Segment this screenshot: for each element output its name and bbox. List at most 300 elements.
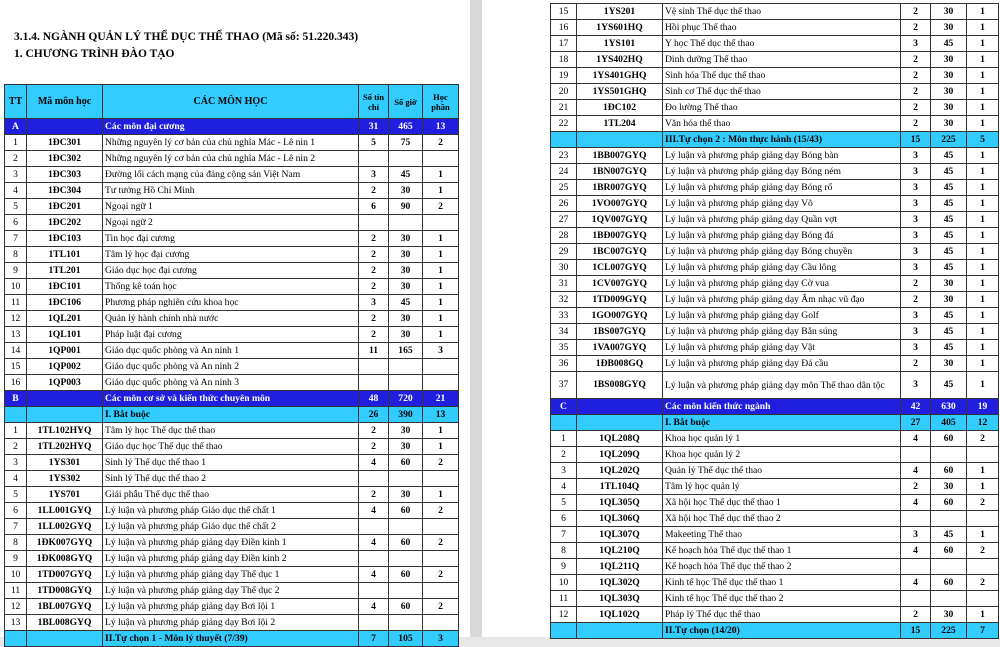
cell-hours: 60 xyxy=(389,503,423,519)
cell-semester: 1 xyxy=(967,356,999,372)
cell-semester: 3 xyxy=(423,343,459,359)
cell-credits xyxy=(359,151,389,167)
cell-credits: 2 xyxy=(359,231,389,247)
cell-credits: 3 xyxy=(901,372,931,399)
cell-hours: 45 xyxy=(931,340,967,356)
cell-course-name: Lý luận và phương pháp giảng dạy Điền kinh 1 xyxy=(103,535,359,551)
cell-tt: 16 xyxy=(5,375,27,391)
cell-course-name: Giáo dục học Thể dục thể thao xyxy=(103,439,359,455)
table-row xyxy=(5,567,459,583)
cell-semester: 1 xyxy=(967,324,999,340)
cell-course-name: Tâm lý học đại cương xyxy=(103,247,359,263)
cell-tt: 12 xyxy=(551,607,577,623)
cell-code: 1QL101 xyxy=(27,327,103,343)
cell-tt: 8 xyxy=(5,535,27,551)
subsection-title: 1. CHƯƠNG TRÌNH ĐÀO TẠO xyxy=(14,48,175,60)
cell-code: 1TL104Q xyxy=(577,479,663,495)
cell-semester xyxy=(423,551,459,567)
cell-credits xyxy=(359,583,389,599)
cell-code: 1BS008GYQ xyxy=(577,372,663,399)
cell-credits: 26 xyxy=(359,407,389,423)
cell-tt xyxy=(551,132,577,148)
cell-course-name: Phương pháp nghiên cứu khoa học xyxy=(103,295,359,311)
cell-hours xyxy=(389,471,423,487)
cell-code: 1BR007GYQ xyxy=(577,180,663,196)
cell-course-name: Giải phẫu Thể dục thể thao xyxy=(103,487,359,503)
cell-course-name: Lý luận và phương pháp giảng dạy Âm nhạc vũ đạo xyxy=(663,292,901,308)
cell-tt: 13 xyxy=(5,615,27,631)
cell-course-name: Kinh tế học Thể dục thể thao 2 xyxy=(663,591,901,607)
cell-course-name: Lý luận và phương pháp giảng dạy Bóng rổ xyxy=(663,180,901,196)
cell-hours: 30 xyxy=(931,356,967,372)
cell-credits: 48 xyxy=(359,391,389,407)
curriculum-table-right xyxy=(550,3,999,639)
cell-semester: 1 xyxy=(967,260,999,276)
cell-tt: 9 xyxy=(551,559,577,575)
table-row xyxy=(551,84,999,100)
cell-semester xyxy=(423,583,459,599)
cell-code: 1QP002 xyxy=(27,359,103,375)
cell-code: 1CV007GYQ xyxy=(577,276,663,292)
cell-course-name: II.Tự chọn (14/20) xyxy=(663,623,901,639)
cell-semester: 1 xyxy=(967,4,999,20)
table-row xyxy=(5,135,459,151)
table-row xyxy=(551,180,999,196)
table-row xyxy=(5,279,459,295)
cell-tt: C xyxy=(551,399,577,415)
cell-semester: 19 xyxy=(967,399,999,415)
table-row xyxy=(551,228,999,244)
cell-tt: 11 xyxy=(551,591,577,607)
cell-semester: 1 xyxy=(967,244,999,260)
cell-code: 1GO007GYQ xyxy=(577,308,663,324)
cell-semester xyxy=(423,375,459,391)
cell-semester: 1 xyxy=(967,308,999,324)
cell-code: 1ĐC303 xyxy=(27,167,103,183)
cell-hours: 45 xyxy=(931,308,967,324)
table-row xyxy=(5,247,459,263)
cell-tt xyxy=(551,623,577,639)
cell-code: 1TL204 xyxy=(577,116,663,132)
table-row xyxy=(551,495,999,511)
cell-code xyxy=(577,399,663,415)
cell-tt: 8 xyxy=(551,543,577,559)
cell-tt: 21 xyxy=(551,100,577,116)
cell-credits: 2 xyxy=(901,84,931,100)
cell-semester: 1 xyxy=(423,279,459,295)
cell-hours: 30 xyxy=(931,479,967,495)
table-row xyxy=(551,372,999,399)
cell-hours: 45 xyxy=(931,244,967,260)
cell-hours: 465 xyxy=(389,119,423,135)
cell-hours: 60 xyxy=(389,535,423,551)
cell-hours: 225 xyxy=(931,623,967,639)
cell-course-name: Giáo dục học đại cương xyxy=(103,263,359,279)
cell-code: 1TD009GYQ xyxy=(577,292,663,308)
page-gutter xyxy=(470,0,482,637)
cell-credits: 3 xyxy=(359,295,389,311)
cell-semester: 1 xyxy=(423,167,459,183)
cell-hours: 60 xyxy=(389,455,423,471)
cell-semester: 2 xyxy=(423,135,459,151)
cell-course-name: Những nguyên lý cơ bản của chủ nghĩa Mác - Lê nin 2 xyxy=(103,151,359,167)
cell-semester: 1 xyxy=(967,84,999,100)
table-row xyxy=(551,260,999,276)
cell-tt: 22 xyxy=(551,116,577,132)
cell-semester: 1 xyxy=(967,68,999,84)
cell-credits xyxy=(359,471,389,487)
cell-tt: 24 xyxy=(551,164,577,180)
cell-credits: 3 xyxy=(901,308,931,324)
cell-semester: 1 xyxy=(967,20,999,36)
table-row xyxy=(5,231,459,247)
cell-code: 1ĐC202 xyxy=(27,215,103,231)
subsection-row xyxy=(551,132,999,148)
cell-hours: 45 xyxy=(931,180,967,196)
cell-code: 1YS701 xyxy=(27,487,103,503)
table-row xyxy=(5,183,459,199)
cell-tt: 29 xyxy=(551,244,577,260)
cell-semester: 1 xyxy=(967,340,999,356)
cell-credits: 2 xyxy=(901,479,931,495)
cell-code: 1QL211Q xyxy=(577,559,663,575)
table-row xyxy=(5,599,459,615)
cell-credits: 2 xyxy=(901,4,931,20)
cell-tt: 27 xyxy=(551,212,577,228)
cell-semester: 12 xyxy=(967,415,999,431)
cell-tt: 9 xyxy=(5,263,27,279)
cell-credits: 3 xyxy=(901,340,931,356)
table-row xyxy=(551,292,999,308)
cell-semester: 2 xyxy=(967,575,999,591)
cell-semester xyxy=(967,591,999,607)
cell-credits: 2 xyxy=(901,607,931,623)
cell-course-name: Giáo dục quốc phòng và An ninh 1 xyxy=(103,343,359,359)
cell-course-name: Tin học đại cương xyxy=(103,231,359,247)
cell-tt xyxy=(5,407,27,423)
table-row xyxy=(5,295,459,311)
cell-code: 1ĐC301 xyxy=(27,135,103,151)
cell-credits: 3 xyxy=(901,212,931,228)
cell-course-name: Quản lý Thể dục thể thao xyxy=(663,463,901,479)
cell-code: 1VA007GYQ xyxy=(577,340,663,356)
cell-hours: 30 xyxy=(389,439,423,455)
cell-hours xyxy=(389,359,423,375)
cell-hours: 45 xyxy=(931,228,967,244)
cell-hours: 30 xyxy=(389,263,423,279)
table-row xyxy=(551,340,999,356)
cell-hours: 30 xyxy=(389,311,423,327)
document-page-right xyxy=(482,0,1000,637)
cell-code: 1QL306Q xyxy=(577,511,663,527)
cell-credits: 2 xyxy=(359,311,389,327)
cell-code xyxy=(577,132,663,148)
table-row xyxy=(5,583,459,599)
cell-credits: 3 xyxy=(901,36,931,52)
section-title: 3.1.4. NGÀNH QUẢN LÝ THỂ DỤC THỂ THAO (Mã số: 51.220.343) xyxy=(14,31,359,43)
table-row xyxy=(551,196,999,212)
cell-code: 1YS401GHQ xyxy=(577,68,663,84)
cell-hours: 60 xyxy=(931,575,967,591)
table-row xyxy=(551,36,999,52)
cell-hours: 30 xyxy=(931,116,967,132)
cell-semester: 1 xyxy=(967,607,999,623)
cell-code: 1YS201 xyxy=(577,4,663,20)
cell-semester: 1 xyxy=(967,372,999,399)
cell-code: 1QL307Q xyxy=(577,527,663,543)
cell-semester xyxy=(423,151,459,167)
cell-credits: 42 xyxy=(901,399,931,415)
cell-hours: 45 xyxy=(931,324,967,340)
table-row xyxy=(5,343,459,359)
cell-tt: 10 xyxy=(5,279,27,295)
cell-tt: 4 xyxy=(551,479,577,495)
cell-credits: 27 xyxy=(901,415,931,431)
cell-hours xyxy=(389,215,423,231)
cell-course-name: Thống kê toán học xyxy=(103,279,359,295)
cell-semester: 1 xyxy=(967,292,999,308)
cell-semester: 1 xyxy=(967,212,999,228)
cell-credits: 4 xyxy=(901,495,931,511)
cell-tt: 10 xyxy=(551,575,577,591)
cell-code: 1YS302 xyxy=(27,471,103,487)
cell-code: 1BL008GYQ xyxy=(27,615,103,631)
cell-semester: 1 xyxy=(423,295,459,311)
table-row xyxy=(5,471,459,487)
section-row xyxy=(5,391,459,407)
cell-course-name: Tâm lý học quản lý xyxy=(663,479,901,495)
cell-course-name: Lý luận và phương pháp giảng dạy Cầu lông xyxy=(663,260,901,276)
cell-tt: 25 xyxy=(551,180,577,196)
cell-code: 1QL302Q xyxy=(577,575,663,591)
cell-code: 1ĐK008GYQ xyxy=(27,551,103,567)
cell-semester: 1 xyxy=(967,463,999,479)
cell-tt: 17 xyxy=(551,36,577,52)
table-row xyxy=(5,535,459,551)
cell-semester xyxy=(423,215,459,231)
cell-code: 1YS501GHQ xyxy=(577,84,663,100)
cell-code xyxy=(27,119,103,135)
cell-course-name: Giáo dục quốc phòng và An ninh 2 xyxy=(103,359,359,375)
cell-course-name: Lý luận và phương pháp giảng dạy Bơi lội 2 xyxy=(103,615,359,631)
section-row xyxy=(5,119,459,135)
cell-semester: 1 xyxy=(967,479,999,495)
cell-course-name: III.Tự chọn 2 : Môn thực hành (15/43) xyxy=(663,132,901,148)
cell-course-name: Lý luận và phương pháp giảng dạy Bóng bàn xyxy=(663,148,901,164)
cell-code: 1QL202Q xyxy=(577,463,663,479)
cell-course-name: Khoa học quản lý 1 xyxy=(663,431,901,447)
table-row xyxy=(5,487,459,503)
cell-tt: 4 xyxy=(5,183,27,199)
section-row xyxy=(551,399,999,415)
cell-credits: 2 xyxy=(359,247,389,263)
cell-code: 1QL201 xyxy=(27,311,103,327)
cell-code: 1TD007GYQ xyxy=(27,567,103,583)
cell-course-name: II.Tự chọn 1 - Môn lý thuyết (7/39) xyxy=(103,631,359,647)
cell-tt: B xyxy=(5,391,27,407)
cell-course-name: Sinh lý Thể dục thể thao 1 xyxy=(103,455,359,471)
cell-tt: 12 xyxy=(5,599,27,615)
cell-semester: 7 xyxy=(967,623,999,639)
cell-course-name: Lý luận và phương pháp giảng dạy Cờ vua xyxy=(663,276,901,292)
cell-credits: 3 xyxy=(901,228,931,244)
cell-course-name: Khoa học quản lý 2 xyxy=(663,447,901,463)
cell-tt: 7 xyxy=(551,527,577,543)
cell-credits xyxy=(359,551,389,567)
curriculum-table-left xyxy=(4,84,459,647)
cell-tt: 37 xyxy=(551,372,577,399)
cell-course-name: Sinh hóa Thể dục thể thao xyxy=(663,68,901,84)
cell-course-name: Lý luận và phương pháp giảng dạy Bóng ném xyxy=(663,164,901,180)
cell-code: 1BB007GYQ xyxy=(577,148,663,164)
cell-hours: 45 xyxy=(389,167,423,183)
cell-code: 1TL201 xyxy=(27,263,103,279)
cell-semester xyxy=(967,447,999,463)
table-row xyxy=(551,164,999,180)
cell-code: 1ĐC103 xyxy=(27,231,103,247)
cell-course-name: Các môn kiến thức ngành xyxy=(663,399,901,415)
cell-semester: 1 xyxy=(423,487,459,503)
cell-code: 1ĐC304 xyxy=(27,183,103,199)
cell-credits: 4 xyxy=(901,431,931,447)
cell-credits: 3 xyxy=(901,324,931,340)
cell-hours xyxy=(931,511,967,527)
cell-code xyxy=(27,391,103,407)
cell-course-name: Những nguyên lý cơ bản của chủ nghĩa Mác - Lê nin 1 xyxy=(103,135,359,151)
cell-tt: 33 xyxy=(551,308,577,324)
cell-course-name: Tư tưởng Hồ Chí Minh xyxy=(103,183,359,199)
cell-semester: 1 xyxy=(967,100,999,116)
cell-course-name: I. Bắt buộc xyxy=(103,407,359,423)
cell-code: 1BL007GYQ xyxy=(27,599,103,615)
cell-hours: 30 xyxy=(931,68,967,84)
table-row xyxy=(551,20,999,36)
table-row xyxy=(5,311,459,327)
cell-credits: 15 xyxy=(901,132,931,148)
cell-hours: 390 xyxy=(389,407,423,423)
cell-hours: 60 xyxy=(931,495,967,511)
cell-code: 1CL007GYQ xyxy=(577,260,663,276)
cell-hours xyxy=(931,591,967,607)
cell-semester xyxy=(423,471,459,487)
table-header-row xyxy=(5,85,459,119)
subsection-row xyxy=(551,415,999,431)
cell-code: 1BĐ007GYQ xyxy=(577,228,663,244)
cell-credits: 2 xyxy=(359,263,389,279)
cell-code: 1ĐB008GQ xyxy=(577,356,663,372)
cell-semester: 2 xyxy=(423,199,459,215)
cell-tt: 19 xyxy=(551,68,577,84)
cell-credits: 3 xyxy=(901,244,931,260)
table-row xyxy=(5,519,459,535)
cell-code: 1QL303Q xyxy=(577,591,663,607)
cell-tt: 1 xyxy=(551,431,577,447)
cell-credits: 2 xyxy=(901,116,931,132)
table-row xyxy=(5,215,459,231)
table-row xyxy=(551,4,999,20)
cell-semester xyxy=(967,559,999,575)
cell-hours: 45 xyxy=(931,260,967,276)
cell-semester: 1 xyxy=(423,423,459,439)
cell-semester: 1 xyxy=(967,164,999,180)
cell-semester: 1 xyxy=(967,36,999,52)
cell-course-name: Lý luận và phương pháp giảng dạy Võ xyxy=(663,196,901,212)
cell-hours: 30 xyxy=(931,292,967,308)
cell-course-name: Xã hội học Thể dục thể thao 2 xyxy=(663,511,901,527)
cell-code: 1ĐC106 xyxy=(27,295,103,311)
cell-tt: 6 xyxy=(551,511,577,527)
cell-hours: 165 xyxy=(389,343,423,359)
table-row xyxy=(5,151,459,167)
cell-hours: 30 xyxy=(931,52,967,68)
cell-semester: 3 xyxy=(423,631,459,647)
table-row xyxy=(551,559,999,575)
cell-hours: 45 xyxy=(931,527,967,543)
cell-hours: 60 xyxy=(931,431,967,447)
table-row xyxy=(5,327,459,343)
cell-code: 1TL202HYQ xyxy=(27,439,103,455)
header-code: Mã môn học xyxy=(27,85,103,119)
table-row xyxy=(5,375,459,391)
cell-semester: 1 xyxy=(423,327,459,343)
cell-hours: 30 xyxy=(931,84,967,100)
cell-code: 1QV007GYQ xyxy=(577,212,663,228)
cell-code: 1QL208Q xyxy=(577,431,663,447)
cell-hours: 60 xyxy=(389,599,423,615)
cell-credits: 3 xyxy=(901,260,931,276)
cell-hours xyxy=(389,375,423,391)
cell-tt: 1 xyxy=(5,135,27,151)
cell-credits: 4 xyxy=(359,535,389,551)
cell-code: 1YS601HQ xyxy=(577,20,663,36)
table-row xyxy=(551,244,999,260)
cell-semester: 1 xyxy=(423,263,459,279)
table-row xyxy=(5,423,459,439)
cell-hours: 105 xyxy=(389,631,423,647)
cell-code: 1BN007GYQ xyxy=(577,164,663,180)
table-row xyxy=(5,551,459,567)
cell-tt: 8 xyxy=(5,247,27,263)
cell-course-name: Y học Thể dục thể thao xyxy=(663,36,901,52)
cell-hours xyxy=(389,519,423,535)
table-row xyxy=(5,199,459,215)
cell-hours xyxy=(931,447,967,463)
cell-semester: 2 xyxy=(967,431,999,447)
cell-hours: 60 xyxy=(931,543,967,559)
header-tt: TT xyxy=(5,85,27,119)
cell-code: 1QL210Q xyxy=(577,543,663,559)
cell-hours xyxy=(389,151,423,167)
cell-code: 1LL001GYQ xyxy=(27,503,103,519)
cell-tt: 5 xyxy=(5,487,27,503)
table-row xyxy=(5,263,459,279)
cell-hours: 630 xyxy=(931,399,967,415)
cell-course-name: Ngoại ngữ 2 xyxy=(103,215,359,231)
cell-course-name: Lý luận và phương pháp giảng dạy Thể dục 2 xyxy=(103,583,359,599)
cell-credits: 4 xyxy=(901,575,931,591)
cell-hours: 30 xyxy=(931,100,967,116)
cell-code: 1ĐK007GYQ xyxy=(27,535,103,551)
cell-semester xyxy=(423,359,459,375)
cell-course-name: Các môn cơ sở và kiến thức chuyên môn xyxy=(103,391,359,407)
cell-hours: 45 xyxy=(931,36,967,52)
cell-tt: 2 xyxy=(5,151,27,167)
cell-semester xyxy=(423,519,459,535)
cell-semester: 2 xyxy=(423,599,459,615)
cell-course-name: Lý luận và phương pháp Giáo dục thể chất 1 xyxy=(103,503,359,519)
table-row xyxy=(551,212,999,228)
table-row xyxy=(551,356,999,372)
